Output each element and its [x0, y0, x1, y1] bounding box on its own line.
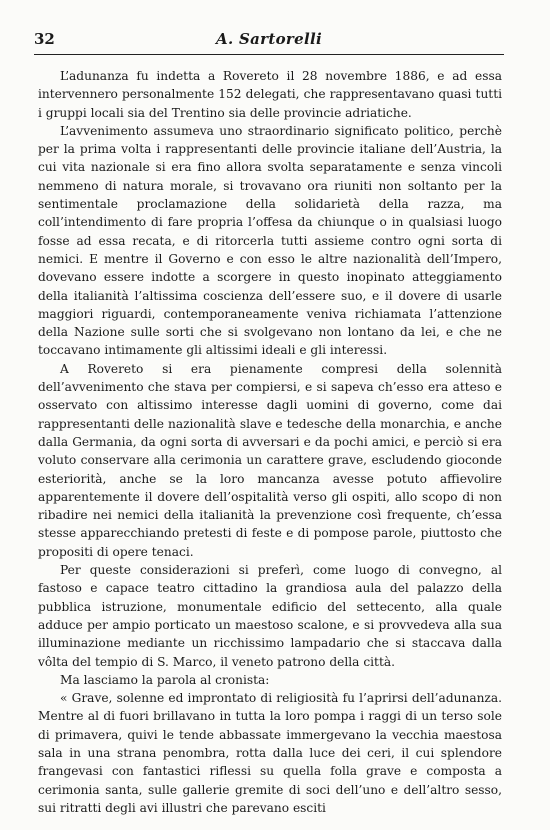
paragraph: L’adunanza fu indetta a Rovereto il 28 novembre 1886, e ad essa intervennero personalmente 152 delegati, che rappresentavano quasi tutti i gruppi locali sia del Trentino sia delle provincie adriatiche.: [38, 69, 502, 120]
page-header: [34, 30, 504, 52]
paragraph: A Rovereto si era pienamente compresi della solennità dell’avvenimento che stava per compiersi, e si sapeva ch’esso era atteso e osservato con altissimo interesse dagli uomini di governo, come dai rappresentanti delle nazionalità slave e tedesche della monarchia, e anche dalla Germania, da ogni sorta di avversari e da pochi amici, e perciò si era voluto conservare alla cerimonia un carattere grave, escludendo gioconde esteriorità, anche se la loro mancanza avesse potuto affievolire apparentemente il dovere dell’ospitalità verso gli ospiti, allo scopo di non ribadire nei nemici della italianità la prevenzione così frequente, ch’essa stesse apparecchiando pretesti di feste e di pompose parole, piuttosto che propositi di opere tenaci.: [38, 361, 502, 559]
paragraph: Per queste considerazioni si preferì, come luogo di convegno, al fastoso e capace teatro cittadino la grandiosa aula del palazzo della pubblica istruzione, monumentale edificio del settecento, alla quale adduce per ampio porticato un maestoso scalone, e si provvedeva alla sua illuminazione mediante un ricchissimo lampadario che si staccava dalla vôlta del tempio di S. Marco, il veneto patrono della città.: [38, 563, 502, 669]
header-rule: [34, 54, 504, 55]
running-head: A. Sartorelli: [216, 30, 322, 48]
body-text: [38, 67, 502, 817]
paragraph: Ma lasciamo la parola al cronista:: [60, 672, 270, 687]
page-number: 32: [34, 30, 55, 48]
quoted-paragraph: « Grave, solenne ed improntato di religiosità fu l’aprirsi dell’adunanza. Mentre al di fuori brillavano in tutta la loro pompa i raggi di un terso sole di primavera, quivi le tende abbassate immergevano la vecchia maestosa sala in una strana penombra, rotta dalla luce dei ceri, il cui splendore frangevasi con fantastici riflessi su quella folla grave e composta a cerimonia santa, sulle gallerie gremite di soci dell’uno e dell’altro sesso, sui ritratti degli avi illustri che parevano esciti: [38, 691, 502, 815]
paragraph: L’avvenimento assumeva uno straordinario significato politico, perchè per la prima volta i rappresentanti delle provincie italiane dell’Austria, la cui vita nazionale si era fino allora svolta separatamente e senza vincoli nemmeno di natura morale, si trovavano ora riuniti non soltanto per la sentimentale proclamazione della solidarietà della razza, ma coll’intendimento di fare propria l’offesa da chiunque o in qualsiasi luogo fosse ad essa recata, e di ritorcerla tutti assieme contro ogni sorta di nemici. E mentre il Governo e con esso le altre nazionalità dell’Impero, dovevano essere indotte a scorgere in questo inopinato atteggiamento della italianità l’altissima coscienza dell’essere suo, e il dovere di usarle maggiori riguardi, contemporaneamente veniva richiamata l’attenzione della Nazione sulle sorti che si svolgevano non lontano da lei, e che ne toccavano intimamente gli altissimi ideali e gli interessi.: [38, 123, 502, 358]
